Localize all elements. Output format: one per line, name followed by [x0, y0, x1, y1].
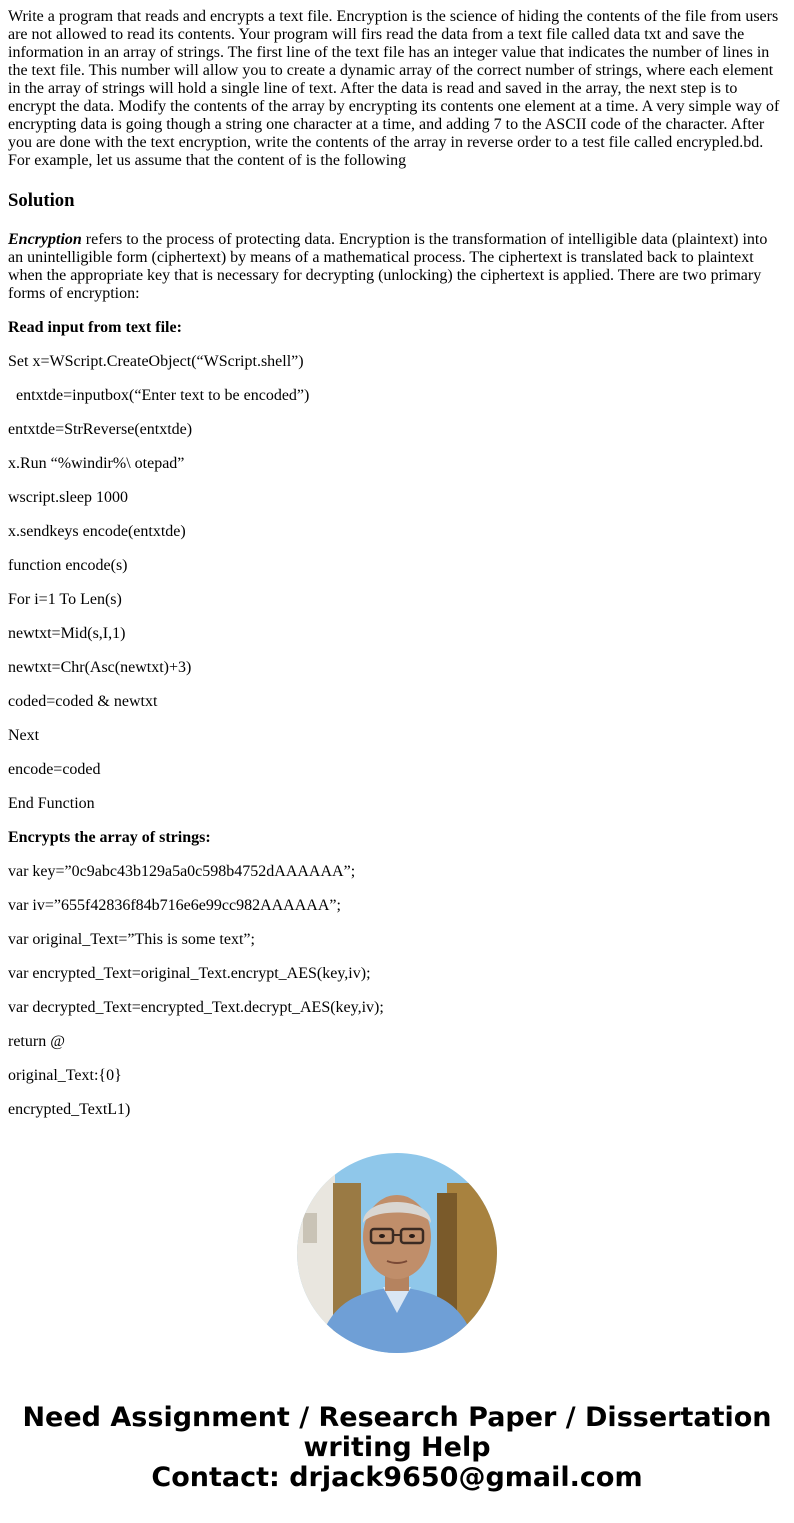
solution-heading: Solution — [8, 190, 75, 211]
code-line: Set x=WScript.CreateObject(“WScript.shell”) — [8, 353, 304, 370]
code-line: coded=coded & newtxt — [8, 693, 158, 710]
section-heading-read-input: Read input from text file: — [8, 319, 182, 336]
code-line: entxtde=inputbox(“Enter text to be encoded”) — [8, 387, 310, 404]
code-line: var decrypted_Text=encrypted_Text.decrypt_AES(key,iv); — [8, 999, 384, 1016]
code-line: encode=coded — [8, 761, 101, 778]
code-line: function encode(s) — [8, 557, 128, 574]
intro-text: refers to the process of protecting data. Encryption is the transformation of intelligible data (plaintext) into an unintelligible form (ciphertext) by means of a mathematical process. The ciphertext is translated back to plaintext when the appropriate key that is necessary for decrypting (unlocking) the ciphertext is applied. There are two primary forms of encryption: — [8, 231, 768, 302]
code-line: original_Text:{0} — [8, 1067, 122, 1084]
code-line: var original_Text=”This is some text”; — [8, 931, 255, 948]
code-line: newtxt=Chr(Asc(newtxt)+3) — [8, 659, 192, 676]
footer-line-2: writing Help — [303, 1432, 491, 1463]
author-photo-illustration — [297, 1153, 497, 1353]
code-line: x.Run “%windir%\ otepad” — [8, 455, 185, 472]
footer-line-1: Need Assignment / Research Paper / Dissertation — [22, 1402, 772, 1433]
code-line: newtxt=Mid(s,I,1) — [8, 625, 126, 642]
code-line: x.sendkeys encode(entxtde) — [8, 523, 186, 540]
code-line: Next — [8, 727, 40, 744]
footer-banner — [0, 1403, 794, 1493]
question-text: Write a program that reads and encrypts a text file. Encryption is the science of hiding the contents of the file from users are not allowed to read its contents. Your program will firs read the data from a text file called data txt and save the information in an array of strings. The first line of the text file has an integer value that indicates the number of lines in the text file. This number will allow you to create a dynamic array of the correct number of strings, where each element in the array of strings will hold a single line of text. After the data is read and saved in the array, the next step is to encrypt the data. Modify the contents of the array by encrypting its contents one element at a time. A very simple way of encrypting data is going though a string one character at a time, and adding 7 to the ASCII code of the character. After you are done with the text encryption, write the contents of the array in reverse order to a test file called encrypled.bd. For example, let us assume that the content of is the following — [8, 8, 780, 169]
section-heading-encrypt: Encrypts the array of strings: — [8, 829, 211, 846]
code-line: wscript.sleep 1000 — [8, 489, 128, 506]
code-line: var key=”0c9abc43b129a5a0c598b4752dAAAAAA”; — [8, 863, 356, 880]
solution-intro — [8, 231, 786, 303]
code-line: return @ — [8, 1033, 65, 1050]
footer-contact: Contact: drjack9650@gmail.com — [151, 1462, 643, 1493]
code-line: var iv=”655f42836f84b716e6e99cc982AAAAAA”; — [8, 897, 341, 914]
code-line: For i=1 To Len(s) — [8, 591, 122, 608]
code-line: var encrypted_Text=original_Text.encrypt_AES(key,iv); — [8, 965, 371, 982]
code-line: encrypted_TextL1) — [8, 1101, 131, 1118]
intro-term: Encryption — [8, 231, 82, 248]
code-line: End Function — [8, 795, 95, 812]
code-line: entxtde=StrReverse(entxtde) — [8, 421, 193, 438]
author-avatar — [297, 1153, 497, 1353]
